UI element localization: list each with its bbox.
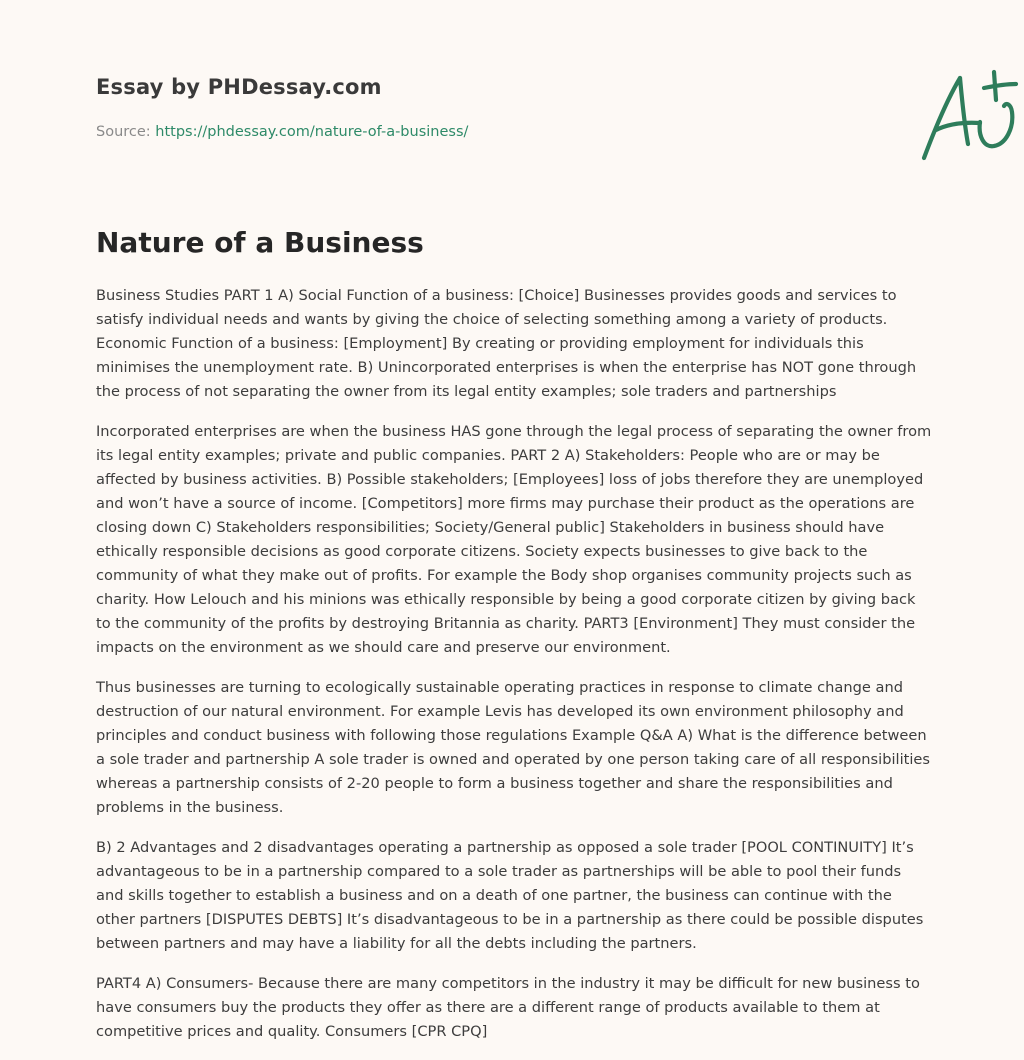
paragraph: B) 2 Advantages and 2 disadvantages operating a partnership as opposed a sole trader [POOL CONTINUITY] It’s advantageous to be in a partnership compared to a sole trader as partnerships will be able to pool their funds and skills together to establish a business and on a death of one partner, the business can continue with the other partners [DISPUTES DEBTS] It’s disadvantageous to be in a partnership as there could be possible disputes between partners and may have a liability for all the debts including the partners. (96, 839, 924, 952)
source-line (96, 124, 468, 140)
essay-title: Nature of a Business (96, 226, 424, 259)
paragraph: Incorporated enterprises are when the business HAS gone through the legal process of separating the owner from its legal entity examples; private and public companies. PART 2 A) Stakeholders: People who are or may be affected by business activities. B) Possible stakeholders; [Employees] loss of jobs therefore they are unemployed and won’t have a source of income. [Competitors] more firms may purchase their product as the operations are closing down C) Stakeholders responsibilities; Society/General public] Stakeholders in business should have ethically responsible decisions as good corporate citizens. Society expects businesses to give back to the community of what they make out of profits. For example the Body shop organises community projects such as charity. How Lelouch and his minions was ethically responsible by being a good corporate citizen by giving back to the community of the profits by destroying Britannia as charity. PART3 [Environment] They must consider the impacts on the environment as we should care and preserve our environment. (96, 423, 932, 656)
source-label: Source: (96, 124, 151, 140)
paragraph: Thus businesses are turning to ecologically sustainable operating practices in response to climate change and destruction of our natural environment. For example Levis has developed its own environment philosophy and principles and conduct business with following those regulations Example Q&A A) What is the difference between a sole trader and partnership A sole trader is owned and operated by one person taking care of all responsibilities whereas a partnership consists of 2-20 people to form a business together and share the responsibilities and problems in the business. (96, 679, 930, 816)
essay-body (96, 284, 932, 1060)
site-brand: Essay by PHDessay.com (96, 75, 382, 99)
paragraph: PART4 A) Consumers- Because there are many competitors in the industry it may be difficult for new business to have consumers buy the products they offer as there are a different range of products available to them at competitive prices and quality. Consumers [CPR CPQ] (96, 975, 920, 1040)
source-link[interactable]: https://phdessay.com/nature-of-a-business/ (155, 124, 469, 140)
a-plus-grade-icon (914, 66, 1024, 166)
paragraph: Business Studies PART 1 A) Social Function of a business: [Choice] Businesses provides goods and services to satisfy individual needs and wants by giving the choice of selecting something among a variety of products. Economic Function of a business: [Employment] By creating or providing employment for individuals this minimises the unemployment rate. B) Unincorporated enterprises is when the enterprise has NOT gone through the process of not separating the owner from its legal entity examples; sole traders and partnerships (96, 287, 917, 400)
